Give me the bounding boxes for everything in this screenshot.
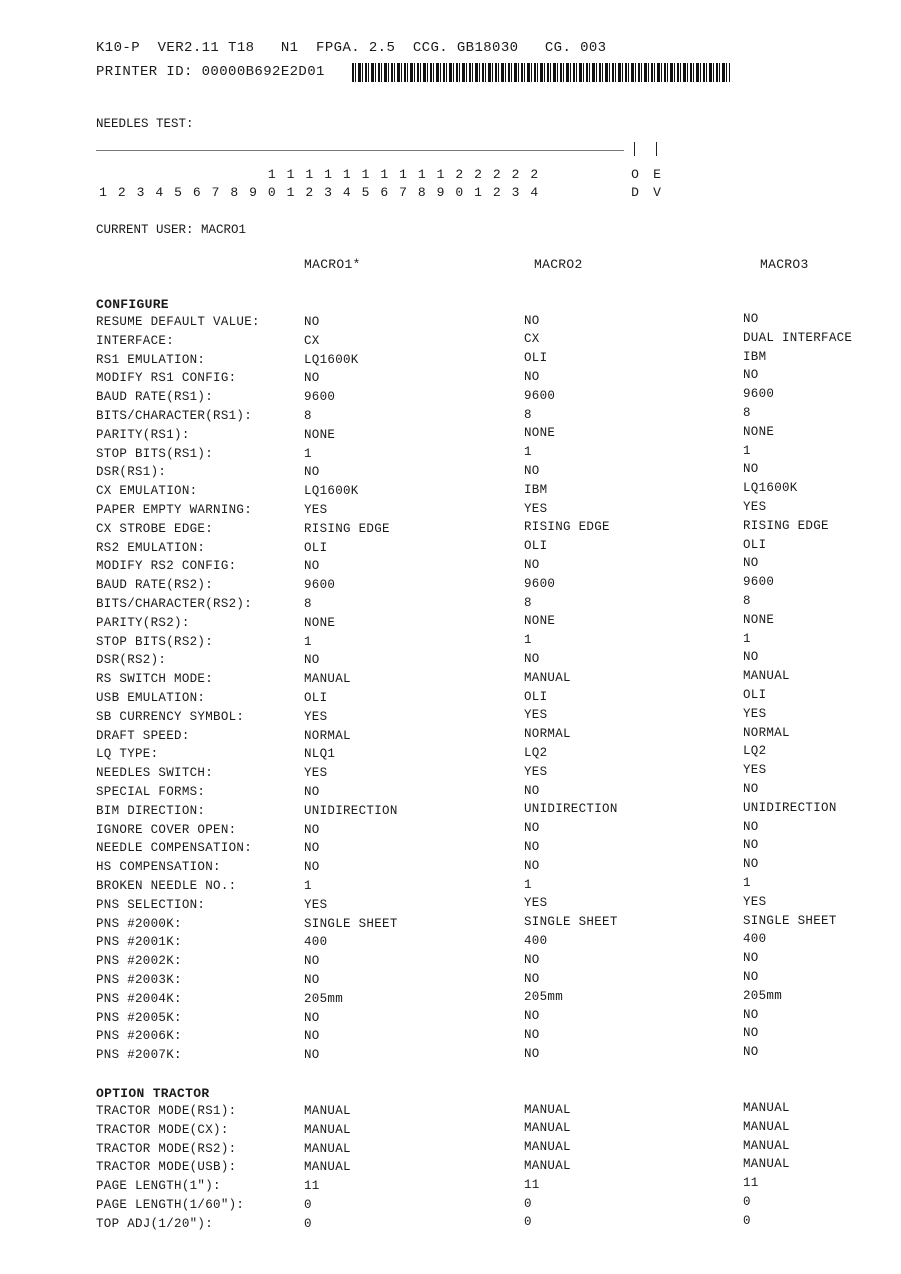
setting-value-macro2: NO xyxy=(524,313,540,328)
setting-label: TRACTOR MODE(RS1): xyxy=(96,1104,237,1118)
setting-value-macro1: 1 xyxy=(304,634,312,649)
setting-label: SPECIAL FORMS: xyxy=(96,785,206,799)
setting-label: PNS #2001K: xyxy=(96,935,182,950)
needle-units-digit: 6 xyxy=(380,185,389,200)
setting-value-macro2: MANUAL xyxy=(524,1102,571,1117)
needle-units-digit: 0 xyxy=(267,185,276,200)
setting-value-macro1: UNIDIRECTION xyxy=(304,803,398,818)
setting-value-macro1: NO xyxy=(304,1048,320,1063)
setting-value-macro3: 400 xyxy=(743,932,767,947)
setting-value-macro1: 11 xyxy=(304,1179,320,1194)
needle-tens-digit: 1 xyxy=(380,167,389,182)
setting-value-macro2: MANUAL xyxy=(524,670,571,685)
setting-value-macro3: LQ2 xyxy=(743,744,767,759)
setting-label: LQ TYPE: xyxy=(96,747,159,762)
setting-value-macro3: 1 xyxy=(743,631,751,646)
needle-extra-bottom: D xyxy=(631,185,639,200)
setting-value-macro2: 0 xyxy=(524,1215,532,1230)
setting-value-macro2: NO xyxy=(524,369,540,384)
section-title: CONFIGURE xyxy=(96,297,169,312)
needle-tens-digit: 2 xyxy=(492,167,501,182)
needle-units-digit: 4 xyxy=(155,185,164,200)
setting-label: NEEDLE COMPENSATION: xyxy=(96,841,253,856)
setting-value-macro1: NONE xyxy=(304,427,336,442)
setting-value-macro1: NO xyxy=(304,860,320,875)
needle-tens-digit: 1 xyxy=(361,167,370,182)
setting-value-macro3: 1 xyxy=(743,443,751,458)
setting-value-macro1: 9600 xyxy=(304,390,336,405)
setting-value-macro1: 205mm xyxy=(304,991,344,1006)
setting-label: BITS/CHARACTER(RS2): xyxy=(96,597,253,611)
setting-value-macro3: MANUAL xyxy=(743,1119,790,1134)
needle-units-digit: 2 xyxy=(492,185,501,200)
needle-tens-digit: 2 xyxy=(530,167,539,182)
setting-value-macro1: YES xyxy=(304,503,328,517)
printer-id: PRINTER ID: 00000B692E2D01 xyxy=(96,64,325,80)
setting-value-macro1: CX xyxy=(304,333,320,348)
setting-value-macro3: UNIDIRECTION xyxy=(743,800,837,815)
setting-label: PAPER EMPTY WARNING: xyxy=(96,503,253,517)
setting-value-macro1: MANUAL xyxy=(304,1160,351,1175)
setting-value-macro2: NO xyxy=(524,463,540,478)
setting-label: RESUME DEFAULT VALUE: xyxy=(96,315,260,329)
needles-test-rule xyxy=(96,150,624,151)
setting-value-macro3: YES xyxy=(743,706,767,721)
setting-value-macro2: YES xyxy=(524,896,548,911)
setting-value-macro3: IBM xyxy=(743,349,767,364)
setting-value-macro2: OLI xyxy=(524,351,548,366)
setting-value-macro3: NO xyxy=(743,970,759,984)
setting-value-macro1: 9600 xyxy=(304,578,336,593)
setting-value-macro2: NO xyxy=(524,783,540,798)
setting-value-macro2: IBM xyxy=(524,482,548,497)
setting-value-macro3: 9600 xyxy=(743,575,775,590)
needle-units-digit: 0 xyxy=(455,185,464,200)
setting-value-macro3: NONE xyxy=(743,612,775,627)
setting-value-macro2: 400 xyxy=(524,933,548,948)
setting-value-macro2: 1 xyxy=(524,445,532,460)
setting-value-macro3: 1 xyxy=(743,876,751,890)
setting-value-macro2: NO xyxy=(524,858,540,873)
setting-value-macro2: 8 xyxy=(524,407,532,422)
needle-units-digit: 2 xyxy=(305,185,314,200)
setting-value-macro3: NO xyxy=(743,951,759,966)
setting-value-macro1: NO xyxy=(304,841,320,856)
setting-value-macro1: YES xyxy=(304,766,328,781)
setting-value-macro3: 205mm xyxy=(743,988,783,1003)
setting-value-macro2: 8 xyxy=(524,595,532,610)
setting-value-macro1: LQ1600K xyxy=(304,484,359,499)
setting-label: MODIFY RS1 CONFIG: xyxy=(96,371,237,386)
setting-value-macro2: NORMAL xyxy=(524,727,571,742)
setting-value-macro3: MANUAL xyxy=(743,1101,790,1115)
setting-value-macro1: SINGLE SHEET xyxy=(304,916,398,931)
setting-value-macro1: NO xyxy=(304,315,320,329)
setting-value-macro2: 11 xyxy=(524,1177,540,1192)
setting-value-macro2: 0 xyxy=(524,1196,532,1211)
setting-label: INTERFACE: xyxy=(96,333,175,348)
setting-value-macro1: 8 xyxy=(304,409,312,423)
setting-value-macro2: NO xyxy=(524,1046,540,1061)
setting-value-macro2: NO xyxy=(524,952,540,967)
setting-value-macro3: NO xyxy=(743,1007,759,1022)
setting-value-macro3: YES xyxy=(743,894,767,909)
setting-value-macro3: MANUAL xyxy=(743,1157,790,1172)
needles-test-label: NEEDLES TEST: xyxy=(96,117,194,131)
setting-value-macro2: YES xyxy=(524,708,548,723)
needle-units-digit: 3 xyxy=(511,185,520,200)
needle-extra-top: O xyxy=(631,167,639,182)
setting-value-macro3: LQ1600K xyxy=(743,481,798,496)
setting-value-macro3: 8 xyxy=(743,594,751,608)
setting-value-macro3: NO xyxy=(743,782,759,796)
setting-value-macro1: MANUAL xyxy=(304,1104,351,1118)
setting-value-macro2: MANUAL xyxy=(524,1158,571,1173)
setting-value-macro1: 8 xyxy=(304,597,312,611)
setting-label: DSR(RS1): xyxy=(96,465,167,480)
setting-value-macro3: MANUAL xyxy=(743,669,790,684)
setting-value-macro3: NO xyxy=(743,819,759,834)
section-title: OPTION TRACTOR xyxy=(96,1086,210,1101)
setting-value-macro2: NO xyxy=(524,971,540,986)
setting-value-macro1: NO xyxy=(304,371,320,386)
setting-value-macro1: NO xyxy=(304,954,320,969)
setting-value-macro2: NO xyxy=(524,651,540,666)
setting-value-macro3: NO xyxy=(743,650,759,665)
setting-value-macro2: 1 xyxy=(524,633,532,648)
needle-units-digit: 4 xyxy=(342,185,351,200)
setting-value-macro3: NONE xyxy=(743,424,775,439)
setting-value-macro2: MANUAL xyxy=(524,1121,571,1136)
setting-label: STOP BITS(RS2): xyxy=(96,634,214,649)
needle-units-digit: 5 xyxy=(174,185,182,200)
setting-value-macro2: NO xyxy=(524,1009,540,1024)
setting-label: TRACTOR MODE(CX): xyxy=(96,1122,229,1137)
needle-tens-digit: 1 xyxy=(417,167,426,182)
setting-label: PNS #2003K: xyxy=(96,973,182,987)
setting-label: PNS #2000K: xyxy=(96,916,182,931)
setting-value-macro2: 1 xyxy=(524,877,532,892)
setting-value-macro3: YES xyxy=(743,500,767,514)
needle-tens-digit: 2 xyxy=(474,167,482,182)
needle-tens-digit: 1 xyxy=(399,167,407,182)
firmware-header: K10-P VER2.11 T18 N1 FPGA. 2.5 CCG. GB18030 CG. 003 xyxy=(96,40,607,56)
setting-value-macro2: RISING EDGE xyxy=(524,520,610,535)
setting-value-macro2: UNIDIRECTION xyxy=(524,802,618,817)
setting-value-macro2: NO xyxy=(524,557,540,572)
setting-value-macro3: 9600 xyxy=(743,387,775,402)
needle-tick-e xyxy=(656,142,657,156)
setting-value-macro3: OLI xyxy=(743,688,767,702)
needle-units-digit: 1 xyxy=(99,185,107,200)
setting-value-macro2: NONE xyxy=(524,426,556,441)
needle-units-digit: 8 xyxy=(417,185,426,200)
setting-label: USB EMULATION: xyxy=(96,691,206,705)
setting-value-macro1: OLI xyxy=(304,540,328,555)
setting-value-macro2: YES xyxy=(524,764,548,779)
setting-value-macro2: 9600 xyxy=(524,388,556,403)
setting-value-macro3: 8 xyxy=(743,406,751,420)
setting-value-macro1: RISING EDGE xyxy=(304,521,390,536)
setting-value-macro3: NO xyxy=(743,1026,759,1041)
setting-value-macro3: YES xyxy=(743,763,767,778)
setting-value-macro2: NONE xyxy=(524,614,556,629)
setting-value-macro1: LQ1600K xyxy=(304,352,359,367)
setting-label: BITS/CHARACTER(RS1): xyxy=(96,409,253,423)
setting-label: PAGE LENGTH(1/60"): xyxy=(96,1198,245,1212)
needle-extra-top: E xyxy=(653,167,661,182)
setting-value-macro3: 11 xyxy=(743,1176,759,1191)
needle-tens-digit: 1 xyxy=(436,167,445,182)
needle-extra-bottom: V xyxy=(653,185,661,200)
setting-label: MODIFY RS2 CONFIG: xyxy=(96,559,237,574)
needle-units-digit: 3 xyxy=(324,185,332,200)
needle-units-digit: 2 xyxy=(117,185,126,200)
setting-value-macro1: NO xyxy=(304,653,320,668)
setting-value-macro1: NO xyxy=(304,785,320,799)
setting-value-macro3: NO xyxy=(743,556,759,571)
macro-header-1: MACRO1* xyxy=(304,257,361,272)
needle-tens-digit: 2 xyxy=(455,167,464,182)
setting-label: RS2 EMULATION: xyxy=(96,540,206,555)
needle-units-digit: 3 xyxy=(136,185,145,200)
setting-value-macro3: NO xyxy=(743,838,759,853)
setting-value-macro2: LQ2 xyxy=(524,745,548,760)
setting-value-macro2: OLI xyxy=(524,539,548,554)
setting-value-macro2: 9600 xyxy=(524,576,556,591)
setting-value-macro3: 0 xyxy=(743,1195,751,1209)
setting-label: RS SWITCH MODE: xyxy=(96,672,214,687)
setting-value-macro1: NO xyxy=(304,559,320,574)
setting-label: IGNORE COVER OPEN: xyxy=(96,822,237,837)
setting-value-macro1: NONE xyxy=(304,615,336,630)
needle-tens-digit: 1 xyxy=(342,167,351,182)
setting-value-macro1: MANUAL xyxy=(304,672,351,687)
setting-value-macro1: 0 xyxy=(304,1216,312,1231)
setting-label: DRAFT SPEED: xyxy=(96,728,190,743)
needle-units-digit: 1 xyxy=(286,185,295,200)
setting-label: PAGE LENGTH(1"): xyxy=(96,1179,221,1194)
setting-value-macro3: NORMAL xyxy=(743,725,790,740)
setting-label: PNS #2004K: xyxy=(96,991,182,1006)
needle-tens-digit: 2 xyxy=(511,167,520,182)
needle-units-digit: 9 xyxy=(249,185,257,200)
setting-value-macro2: OLI xyxy=(524,689,548,704)
setting-value-macro3: NO xyxy=(743,312,759,326)
setting-value-macro1: NO xyxy=(304,822,320,837)
setting-label: CX EMULATION: xyxy=(96,484,198,499)
setting-value-macro1: NO xyxy=(304,1029,320,1044)
setting-value-macro2: NO xyxy=(524,821,540,836)
setting-label: NEEDLES SWITCH: xyxy=(96,766,214,781)
setting-label: RS1 EMULATION: xyxy=(96,352,206,367)
macro-header-2: MACRO2 xyxy=(534,257,583,272)
needle-units-digit: 8 xyxy=(230,185,239,200)
setting-value-macro1: NO xyxy=(304,973,320,987)
needle-units-digit: 7 xyxy=(399,185,407,200)
setting-label: PNS #2007K: xyxy=(96,1048,182,1063)
needle-units-digit: 4 xyxy=(530,185,539,200)
needle-tick-o xyxy=(634,142,635,156)
setting-label: BIM DIRECTION: xyxy=(96,803,206,818)
setting-value-macro1: MANUAL xyxy=(304,1141,351,1156)
setting-label: TOP ADJ(1/20"): xyxy=(96,1216,214,1231)
needle-units-digit: 7 xyxy=(211,185,220,200)
setting-value-macro3: MANUAL xyxy=(743,1138,790,1153)
setting-value-macro3: SINGLE SHEET xyxy=(743,913,837,928)
setting-value-macro2: YES xyxy=(524,501,548,516)
setting-value-macro3: NO xyxy=(743,462,759,477)
setting-value-macro1: NO xyxy=(304,465,320,480)
setting-value-macro2: NO xyxy=(524,1027,540,1042)
setting-label: PNS #2005K: xyxy=(96,1010,182,1025)
setting-value-macro3: NO xyxy=(743,1045,759,1060)
setting-value-macro3: DUAL INTERFACE xyxy=(743,330,853,345)
setting-label: TRACTOR MODE(RS2): xyxy=(96,1141,237,1156)
setting-value-macro2: 205mm xyxy=(524,990,564,1005)
needle-units-digit: 1 xyxy=(474,185,482,200)
setting-value-macro3: RISING EDGE xyxy=(743,518,829,533)
setting-label: PNS SELECTION: xyxy=(96,897,206,912)
setting-value-macro1: OLI xyxy=(304,691,328,705)
setting-label: BAUD RATE(RS1): xyxy=(96,390,214,405)
setting-value-macro1: NLQ1 xyxy=(304,747,336,762)
needle-tens-digit: 1 xyxy=(305,167,314,182)
setting-value-macro1: MANUAL xyxy=(304,1122,351,1137)
setting-value-macro2: SINGLE SHEET xyxy=(524,915,618,930)
setting-value-macro2: NO xyxy=(524,839,540,854)
setting-label: PARITY(RS2): xyxy=(96,615,190,630)
setting-label: PNS #2002K: xyxy=(96,954,182,969)
setting-label: PARITY(RS1): xyxy=(96,427,190,442)
needle-tens-digit: 1 xyxy=(324,167,332,182)
setting-value-macro1: 400 xyxy=(304,935,328,950)
setting-label: TRACTOR MODE(USB): xyxy=(96,1160,237,1175)
setting-value-macro3: NO xyxy=(743,857,759,872)
setting-value-macro1: 1 xyxy=(304,446,312,461)
setting-label: BAUD RATE(RS2): xyxy=(96,578,214,593)
setting-value-macro1: 0 xyxy=(304,1198,312,1212)
setting-value-macro1: NORMAL xyxy=(304,728,351,743)
current-user: CURRENT USER: MACRO1 xyxy=(96,223,247,237)
setting-label: DSR(RS2): xyxy=(96,653,167,668)
setting-label: PNS #2006K: xyxy=(96,1029,182,1044)
needle-tens-digit: 1 xyxy=(286,167,295,182)
setting-label: BROKEN NEEDLE NO.: xyxy=(96,879,237,893)
setting-value-macro3: NO xyxy=(743,368,759,383)
setting-value-macro3: OLI xyxy=(743,537,767,552)
setting-value-macro1: YES xyxy=(304,709,328,724)
macro-header-3: MACRO3 xyxy=(760,257,809,272)
setting-value-macro3: 0 xyxy=(743,1213,751,1228)
setting-label: STOP BITS(RS1): xyxy=(96,446,214,461)
needle-units-digit: 6 xyxy=(192,185,201,200)
setting-value-macro2: MANUAL xyxy=(524,1140,571,1155)
printer-id-barcode xyxy=(352,63,730,82)
setting-value-macro1: YES xyxy=(304,897,328,912)
needle-units-digit: 5 xyxy=(361,185,370,200)
setting-label: SB CURRENCY SYMBOL: xyxy=(96,709,245,724)
needle-units-digit: 9 xyxy=(436,185,445,200)
setting-label: HS COMPENSATION: xyxy=(96,860,221,875)
setting-value-macro1: 1 xyxy=(304,879,312,893)
setting-value-macro2: CX xyxy=(524,332,540,347)
setting-value-macro1: NO xyxy=(304,1010,320,1025)
needle-tens-digit: 1 xyxy=(267,167,276,182)
setting-label: CX STROBE EDGE: xyxy=(96,521,214,536)
